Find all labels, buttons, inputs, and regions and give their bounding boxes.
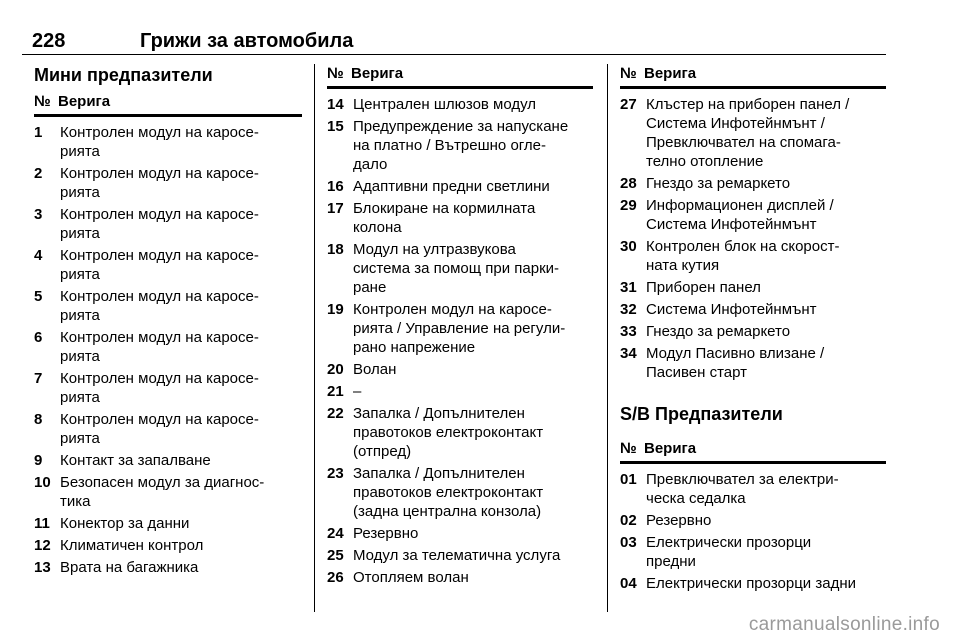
table-row <box>34 410 302 448</box>
fuse-number: 1 <box>34 124 43 141</box>
table-row <box>327 95 593 114</box>
sb-fuse-list <box>620 470 886 593</box>
fuse-circuit: Блокиране на кормилната колона <box>353 200 536 236</box>
table-row <box>327 300 593 357</box>
table-row <box>620 196 886 234</box>
fuse-list-1 <box>34 123 302 577</box>
fuse-number: 19 <box>327 301 344 318</box>
table-row <box>327 199 593 237</box>
fuse-circuit: Модул на ултразвукова система за помощ при парки- ране <box>353 241 560 296</box>
col-circuit-header: Верига <box>351 65 404 82</box>
column-divider-1 <box>314 64 315 612</box>
fuse-circuit: Електрически прозорци задни <box>646 575 856 592</box>
table-row <box>620 95 886 171</box>
fuse-circuit: Контролен модул на каросе- рията <box>60 329 259 365</box>
fuse-number: 34 <box>620 345 637 362</box>
fuse-number: 2 <box>34 165 43 182</box>
page-title: Грижи за автомобила <box>140 30 354 52</box>
table-row <box>327 382 593 401</box>
table-row <box>327 360 593 379</box>
fuse-number: 4 <box>34 247 43 264</box>
fuse-circuit: Врата на багажника <box>60 559 199 576</box>
fuse-number: 3 <box>34 206 43 223</box>
fuse-circuit: Клъстер на приборен панел / Система Инфотейнмънт / Превключвател на спомага- телно отопление <box>646 96 850 170</box>
table-row <box>34 246 302 284</box>
table-header <box>34 92 302 117</box>
fuse-number: 02 <box>620 512 637 529</box>
table-row <box>620 470 886 508</box>
fuse-number: 7 <box>34 370 43 387</box>
fuse-circuit: Модул Пасивно влизане / Пасивен старт <box>646 345 825 381</box>
column-3 <box>620 64 886 596</box>
fuse-number: 20 <box>327 361 344 378</box>
fuse-circuit: Конектор за данни <box>60 515 190 532</box>
col-circuit-header: Верига <box>644 65 697 82</box>
table-header <box>327 64 593 89</box>
column-2 <box>327 64 593 590</box>
table-row <box>34 558 302 577</box>
table-row <box>34 164 302 202</box>
page-header <box>22 24 886 55</box>
fuse-number: 16 <box>327 178 344 195</box>
table-row <box>620 278 886 297</box>
col-circuit-header: Верига <box>644 440 697 457</box>
watermark: carmanualsonline.info <box>748 614 940 635</box>
table-row <box>620 511 886 530</box>
fuse-number: 31 <box>620 279 637 296</box>
page-number: 228 <box>32 30 66 52</box>
col-no-header: № <box>620 440 637 457</box>
fuse-circuit: Контролен модул на каросе- рията <box>60 165 259 201</box>
fuse-number: 11 <box>34 515 50 532</box>
column-divider-2 <box>607 64 608 612</box>
fuse-number: 25 <box>327 547 344 564</box>
fuse-circuit: Резервно <box>353 525 419 542</box>
table-row <box>620 322 886 341</box>
fuse-circuit: Контролен модул на каросе- рията <box>60 124 259 160</box>
table-row <box>34 369 302 407</box>
fuse-number: 10 <box>34 474 51 491</box>
fuse-number: 13 <box>34 559 51 576</box>
table-row <box>34 473 302 511</box>
fuse-circuit: Модул за телематична услуга <box>353 547 561 564</box>
table-row <box>34 514 302 533</box>
mini-fuses-title: Мини предпазители <box>34 65 213 85</box>
fuse-circuit: Резервно <box>646 512 712 529</box>
fuse-number: 23 <box>327 465 344 482</box>
col-no-header: № <box>620 65 637 82</box>
table-row <box>620 533 886 571</box>
table-row <box>327 546 593 565</box>
fuse-circuit: Контролен модул на каросе- рията <box>60 247 259 283</box>
table-row <box>327 568 593 587</box>
table-row <box>327 524 593 543</box>
sb-fuses-title: S/B Предпазители <box>620 404 783 424</box>
fuse-circuit: Електрически прозорци предни <box>646 534 812 570</box>
fuse-circuit: Предупреждение за напускане на платно / Вътрешно огле- дало <box>353 118 569 173</box>
fuse-number: 22 <box>327 405 344 422</box>
fuse-number: 6 <box>34 329 43 346</box>
fuse-circuit: Контролен модул на каросе- рията <box>60 206 259 242</box>
fuse-number: 01 <box>620 471 637 488</box>
fuse-circuit: Адаптивни предни светлини <box>353 178 550 195</box>
fuse-number: 04 <box>620 575 637 592</box>
fuse-circuit: – <box>353 383 362 400</box>
fuse-number: 28 <box>620 175 637 192</box>
table-row <box>34 536 302 555</box>
fuse-circuit: Система Инфотейнмънт <box>646 301 817 318</box>
table-row <box>620 574 886 593</box>
fuse-number: 32 <box>620 301 637 318</box>
fuse-number: 5 <box>34 288 43 305</box>
table-row <box>620 300 886 319</box>
fuse-circuit: Приборен панел <box>646 279 761 296</box>
fuse-number: 12 <box>34 537 51 554</box>
fuse-circuit: Контролен модул на каросе- рията / Управление на регули- рано напрежение <box>353 301 566 356</box>
fuse-circuit: Контролен модул на каросе- рията <box>60 411 259 447</box>
fuse-number: 14 <box>327 96 344 113</box>
col-circuit-header: Верига <box>58 93 111 110</box>
fuse-circuit: Гнездо за ремаркето <box>646 175 791 192</box>
fuse-number: 03 <box>620 534 637 551</box>
fuse-circuit: Безопасен модул за диагнос- тика <box>60 474 265 510</box>
table-row <box>327 240 593 297</box>
col-no-header: № <box>327 65 344 82</box>
fuse-number: 27 <box>620 96 637 113</box>
fuse-circuit: Контролен модул на каросе- рията <box>60 288 259 324</box>
col-no-header: № <box>34 93 51 110</box>
fuse-number: 24 <box>327 525 344 542</box>
sb-table-header <box>620 439 886 464</box>
table-row <box>34 205 302 243</box>
fuse-circuit: Климатичен контрол <box>60 537 204 554</box>
fuse-list-3 <box>620 95 886 382</box>
fuse-circuit: Волан <box>353 361 397 378</box>
fuse-circuit: Контакт за запалване <box>60 452 211 469</box>
fuse-number: 33 <box>620 323 637 340</box>
table-row <box>620 174 886 193</box>
fuse-circuit: Запалка / Допълнителен правотоков електроконтакт (задна централна конзола) <box>353 465 544 520</box>
fuse-number: 29 <box>620 197 637 214</box>
column-1 <box>34 64 302 580</box>
fuse-number: 30 <box>620 238 637 255</box>
table-header <box>620 64 886 89</box>
table-row <box>34 123 302 161</box>
fuse-circuit: Централен шлюзов модул <box>353 96 537 113</box>
fuse-circuit: Превключвател за електри- ческа седалка <box>646 471 839 507</box>
fuse-number: 26 <box>327 569 344 586</box>
fuse-list-2 <box>327 95 593 587</box>
fuse-circuit: Отопляем волан <box>353 569 469 586</box>
fuse-number: 9 <box>34 452 43 469</box>
fuse-circuit: Контролен модул на каросе- рията <box>60 370 259 406</box>
table-row <box>327 117 593 174</box>
table-row <box>327 177 593 196</box>
table-row <box>620 344 886 382</box>
table-row <box>34 451 302 470</box>
table-row <box>327 404 593 461</box>
fuse-number: 17 <box>327 200 344 217</box>
fuse-number: 15 <box>327 118 344 135</box>
fuse-number: 18 <box>327 241 344 258</box>
table-row <box>34 287 302 325</box>
fuse-circuit: Гнездо за ремаркето <box>646 323 791 340</box>
fuse-circuit: Информационен дисплей / Система Инфотейнмънт <box>646 197 834 233</box>
fuse-circuit: Запалка / Допълнителен правотоков електроконтакт (отпред) <box>353 405 544 460</box>
table-row <box>620 237 886 275</box>
table-row <box>327 464 593 521</box>
fuse-number: 8 <box>34 411 43 428</box>
fuse-number: 21 <box>327 383 344 400</box>
fuse-circuit: Контролен блок на скорост- ната кутия <box>646 238 840 274</box>
table-row <box>34 328 302 366</box>
